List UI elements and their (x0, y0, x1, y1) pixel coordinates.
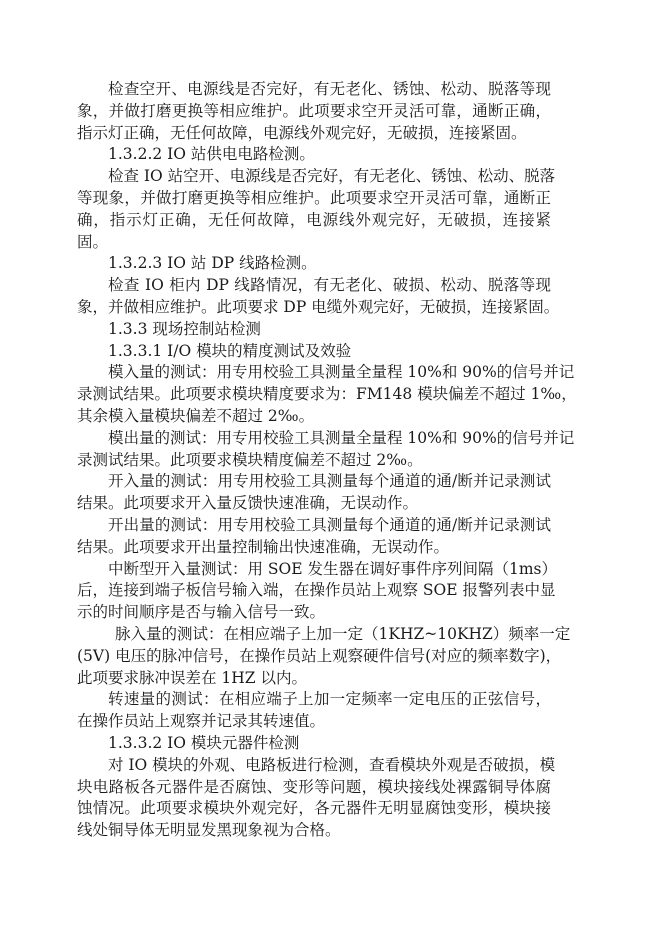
text-line: 1.3.3 现场控制站检测 (108, 319, 261, 338)
text-line: 1.3.3.1 I/O 模块的精度测试及效验 (108, 341, 352, 360)
text-line: 模出量的测试：用专用校验工具测量全量程 10%和 90%的信号并记 (108, 428, 575, 447)
body-paragraph (77, 755, 556, 842)
text-line: (5V) 电压的脉冲信号，在操作员站上观察硬件信号(对应的频率数字)， (77, 646, 562, 665)
text-line: 在操作员站上观察并记录其转速值。 (77, 712, 326, 731)
text-line: 检查空开、电源线是否完好，有无老化、锈蚀、松动、脱落等现 (108, 80, 551, 98)
text-line: 1.3.3.2 IO 模块元器件检测 (108, 733, 300, 752)
body-paragraph (77, 362, 577, 427)
body-paragraph (77, 559, 558, 624)
text-line: 后，连接到端子板信号输入端，在操作员站上观察 SOE 报警列表中显 (77, 581, 556, 600)
document-page (77, 79, 577, 842)
text-line: 模入量的测试：用专用校验工具测量全量程 10%和 90%的信号并记 (108, 363, 575, 382)
section-heading (77, 733, 551, 755)
text-line: 象，并做相应维护。此项要求 DP 电缆外观完好，无破损，连接紧固。 (77, 297, 560, 316)
text-line: 象，并做打磨更换等相应维护。此项要求空开灵活可靠，通断正确， (77, 101, 551, 120)
section-heading (77, 341, 551, 363)
body-paragraph (77, 624, 571, 689)
text-line: 检查 IO 柜内 DP 线路情况，有无老化、破损、松动、脱落等现 (108, 276, 551, 295)
text-line: 结果。此项要求开入量反馈快速准确，无误动作。 (77, 494, 419, 513)
text-line: 开出量的测试：用专用校验工具测量每个通道的通/断并记录测试 (108, 515, 551, 534)
text-line: 蚀情况。此项要求模块外观完好，各元器件无明显腐蚀变形，模块接 (77, 799, 551, 818)
body-paragraph (77, 471, 551, 515)
text-line: 确，指示灯正确，无任何故障，电源线外观完好，无破损，连接紧 (77, 210, 551, 229)
text-line: 检查 IO 站空开、电源线是否完好，有无老化、锈蚀、松动、脱落 (108, 167, 556, 186)
text-line: 此项要求脉冲误差在 1HZ 以内。 (77, 668, 308, 687)
body-paragraph (77, 515, 551, 559)
body-paragraph (77, 428, 575, 472)
section-heading (77, 319, 551, 341)
section-heading (77, 144, 551, 166)
text-line: 示的时间顺序是否与输入信号一致。 (77, 603, 326, 622)
text-line: 线处铜导体无明显发黑现象视为合格。 (77, 821, 341, 840)
section-heading (77, 253, 551, 275)
body-paragraph (77, 275, 560, 319)
body-paragraph (77, 79, 551, 144)
body-paragraph (77, 166, 556, 253)
text-line: 固。 (77, 232, 109, 251)
text-line: 1.3.2.2 IO 站供电电路检测。 (108, 145, 315, 164)
text-line: 其余模入量模块偏差不超过 2‰。 (77, 406, 315, 425)
text-line: 转速量的测试：在相应端子上加一定频率一定电压的正弦信号， (108, 690, 551, 709)
text-line: 等现象，并做打磨更换等相应维护。此项要求空开灵活可靠，通断正 (77, 188, 551, 207)
text-line: 1.3.2.3 IO 站 DP 线路检测。 (108, 254, 317, 273)
text-line: 块电路板各元器件是否腐蚀、变形等问题，模块接线处裸露铜导体腐 (77, 777, 551, 796)
body-paragraph (77, 689, 551, 733)
text-line: 开入量的测试：用专用校验工具测量每个通道的通/断并记录测试 (108, 472, 551, 491)
text-line: 脉入量的测试：在相应端子上加一定（1KHZ~10KHZ）频率一定 (115, 624, 571, 643)
text-line: 结果。此项要求开出量控制输出快速准确，无误动作。 (77, 537, 450, 556)
text-line: 中断型开入量测试：用 SOE 发生器在调好事件序列间隔（1ms） (108, 559, 558, 578)
text-line: 对 IO 模块的外观、电路板进行检测，查看模块外观是否破损，模 (108, 755, 556, 774)
text-line: 指示灯正确，无任何故障，电源线外观完好，无破损，连接紧固。 (77, 123, 527, 142)
text-line: 录测试结果。此项要求模块精度要求为：FM148 模块偏差不超过 1‰， (77, 385, 577, 404)
text-line: 录测试结果。此项要求模块精度偏差不超过 2‰。 (77, 450, 423, 469)
